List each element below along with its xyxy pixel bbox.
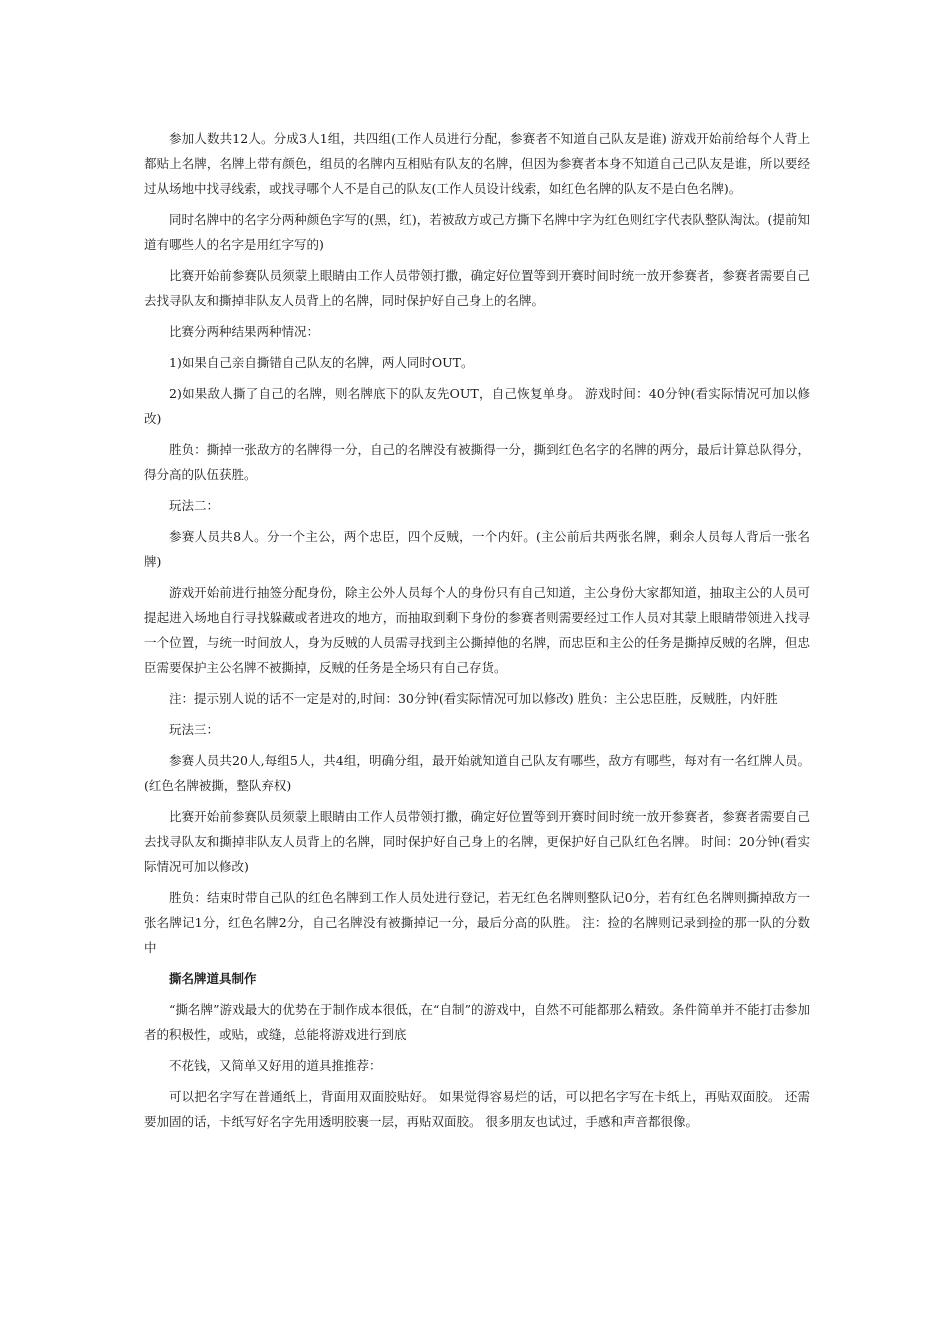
- paragraph-mode-two-note: 注：提示别人说的话不一定是对的,时间：30分钟(看实际情况可加以修改) 胜负：主公忠臣胜，反贼胜，内奸胜: [169, 691, 778, 706]
- paragraph-match-start: 比赛开始前参赛队员须蒙上眼睛由工作人员带领打撒，确定好位置等到开赛时间时统一放开参赛者，参赛者需要自己去找寻队友和撕掉非队友人员背上的名牌，同时保护好自己身上的名牌。: [144, 268, 810, 308]
- paragraph-mode-two-roles: 参赛人员共8人。分一个主公，两个忠臣，四个反贼，一个内奸。(主公前后共两张名牌，剩余人员每人背后一张名牌): [144, 529, 810, 569]
- paragraph-mode-three-scoring: 胜负：结束时带自己队的红色名牌到工作人员处进行登记，若无红色名牌则整队记0分，若有红色名牌则撕掉敌方一张名牌记1分，红色名牌2分，自己名牌没有被撕掉记一分，最后分高的队胜。 注：捡的名牌则记录到捡的那一队的分数中: [144, 890, 810, 955]
- paragraph-mode-two-rules: 游戏开始前进行抽签分配身份，除主公外人员每个人的身份只有自己知道，主公身份大家都知道，抽取主公的人员可提起进入场地自行寻找躲藏或者进攻的地方，而抽取到剩下身份的参赛者则需要经过工作人员对其蒙上眼睛带领进入找寻一个位置，与统一时间放人，身为反贼的人员需寻找到主公撕掉他的名牌，而忠臣和主公的任务是撕掉反贼的名牌，但忠臣需要保护主公名牌不被撕掉，反贼的任务是全场只有自己存货。: [144, 585, 810, 675]
- section-heading-props: 撕名牌道具制作: [169, 971, 257, 986]
- document-body: [144, 126, 810, 1140]
- paragraph-props-method: 可以把名字写在普通纸上，背面用双面胶贴好。 如果觉得容易烂的话，可以把名字写在卡纸上，再贴双面胶。 还需要加固的话，卡纸写好名字先用透明胶裹一层，再贴双面胶。 很多朋友也试过，手感和声音都很像。: [144, 1089, 810, 1129]
- paragraph-props-intro: “撕名牌”游戏最大的优势在于制作成本很低，在“自制”的游戏中，自然不可能都那么精致。条件简单并不能打击参加者的积极性，或贴，或缝，总能将游戏进行到底: [144, 1002, 810, 1042]
- paragraph-scoring: 胜负：撕掉一张敌方的名牌得一分，自己的名牌没有被撕得一分，撕到红色名字的名牌的两分，最后计算总队得分，得分高的队伍获胜。: [144, 442, 810, 482]
- paragraph-mode-three-start: 比赛开始前参赛队员须蒙上眼睛由工作人员带领打撒，确定好位置等到开赛时间时统一放开参赛者，参赛者需要自己去找寻队友和撕掉非队友人员背上的名牌，同时保护好自己身上的名牌，更保护好自己队红色名牌。 时间：20分钟(看实际情况可加以修改): [144, 809, 810, 874]
- paragraph-mode-two-title: 玩法二：: [169, 498, 220, 513]
- paragraph-result-2: 2)如果敌人撕了自己的名牌，则名牌底下的队友先OUT，自己恢复单身。 游戏时间：40分钟(看实际情况可加以修改): [144, 386, 810, 426]
- paragraph-result-1: 1)如果自己亲自撕错自己队友的名牌，两人同时OUT。: [169, 355, 474, 370]
- paragraph-mode-three-title: 玩法三：: [169, 722, 220, 737]
- paragraph-rules-intro: 参加人数共12人。分成3人1组，共四组(工作人员进行分配，参赛者不知道自己队友是谁) 游戏开始前给每个人背上都贴上名牌，名牌上带有颜色，组员的名牌内互相贴有队友的名牌，但因为参赛者本身不知道自己己队友是谁，所以要经过从场地中找寻线索，或找寻哪个人不是自己的队友(工作人员设计线索，如红色名牌的队友不是白色名牌)。: [144, 131, 810, 196]
- paragraph-mode-three-teams: 参赛人员共20人,每组5人，共4组，明确分组，最开始就知道自己队友有哪些，敌方有哪些，每对有一名红牌人员。(红色名牌被撕，整队弃权): [144, 753, 810, 793]
- paragraph-props-recommend: 不花钱，又简单又好用的道具推推荐：: [169, 1058, 382, 1073]
- paragraph-name-colors: 同时名牌中的名字分两种颜色字写的(黑，红)，若被敌方或己方撕下名牌中字为红色则红字代表队整队淘汰。(提前知道有哪些人的名字是用红字写的): [144, 212, 810, 252]
- paragraph-results-intro: 比赛分两种结果两种情况：: [169, 324, 320, 339]
